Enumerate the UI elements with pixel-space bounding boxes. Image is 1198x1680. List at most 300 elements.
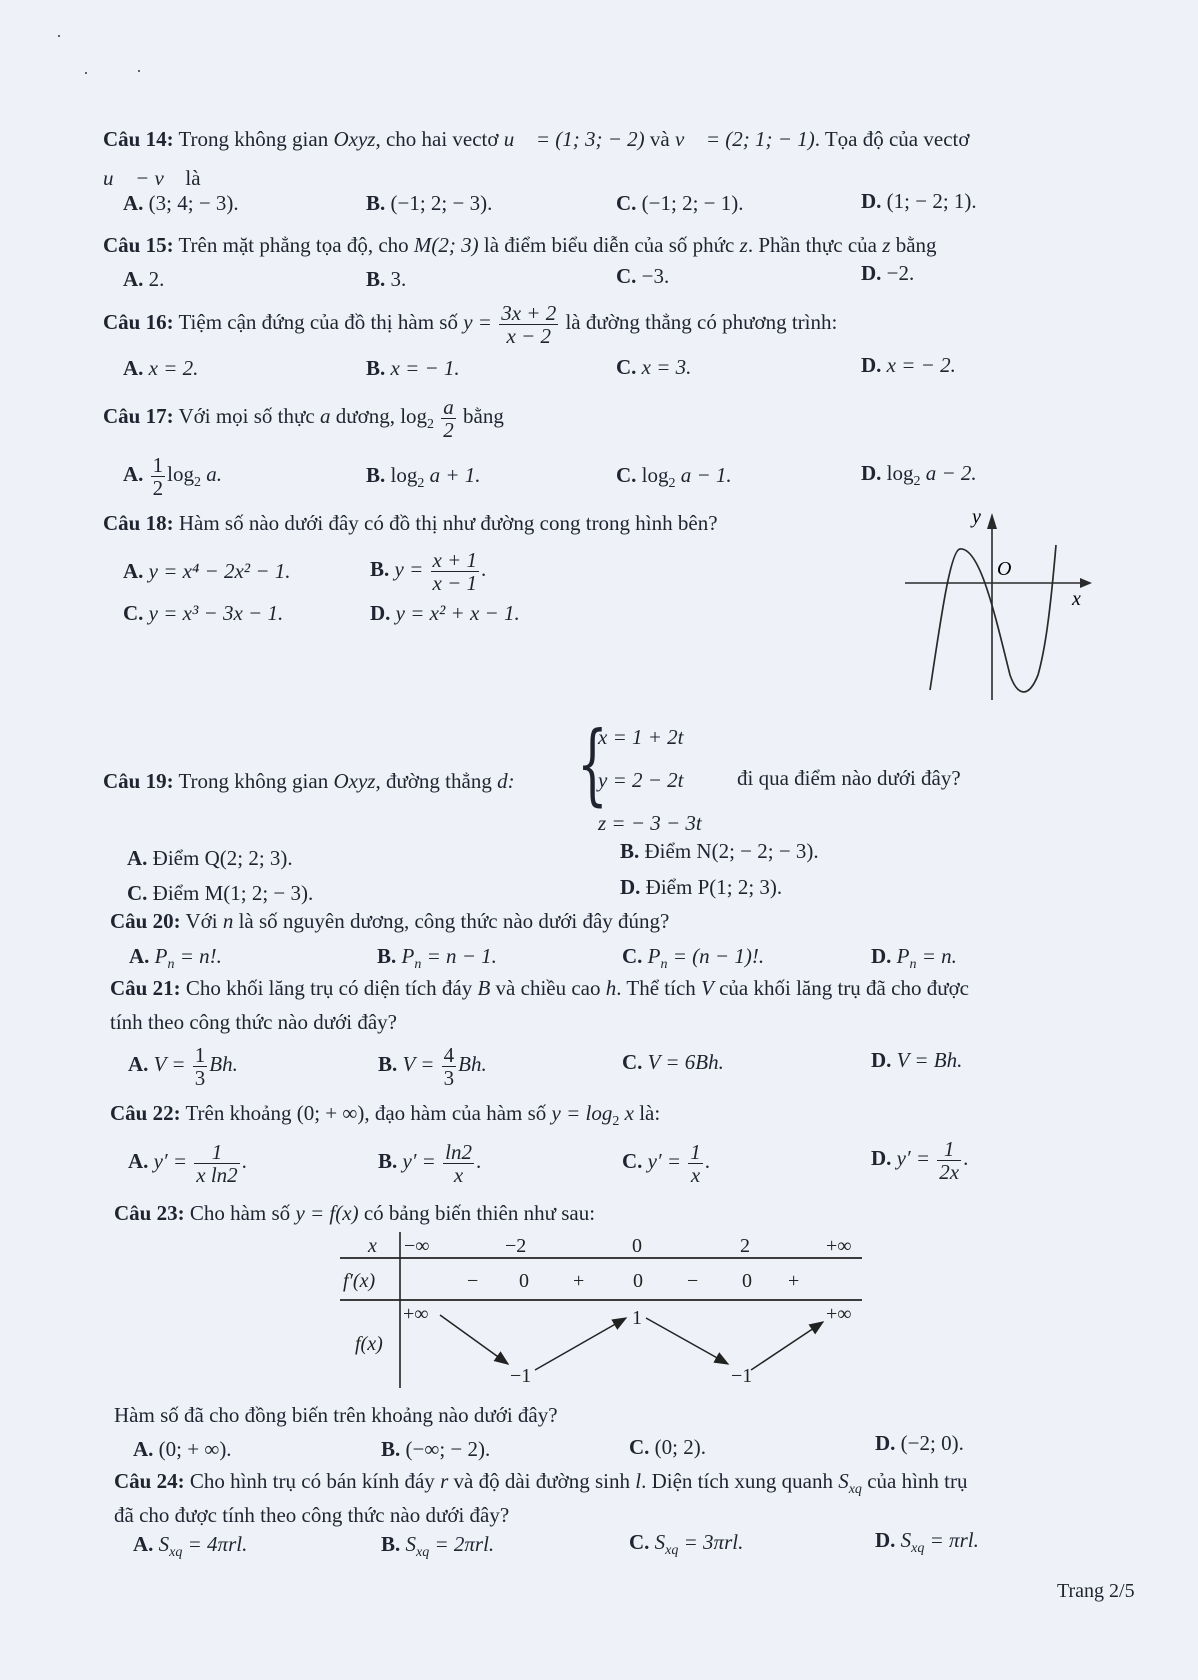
option-b[interactable] (381, 1531, 494, 1566)
option-label: C. (616, 355, 637, 379)
numerator: 4 (443, 1042, 455, 1067)
subscript: xq (169, 1545, 183, 1561)
option-value: Điểm N(2; − 2; − 3). (644, 839, 819, 863)
math: = n − 1. (421, 944, 497, 968)
denominator: 3 (443, 1065, 455, 1090)
math: y′ = (647, 1149, 682, 1173)
option-label: D. (871, 944, 892, 968)
math: log (641, 463, 669, 487)
numerator: 1 (937, 1138, 961, 1161)
option-label: A. (123, 559, 144, 583)
option-label: D. (871, 1048, 892, 1072)
variation-table (340, 1232, 870, 1392)
option-value: −3. (641, 264, 670, 288)
math: . (963, 1146, 969, 1170)
option-label: A. (128, 1149, 149, 1173)
f-value: +∞ (826, 1303, 852, 1325)
fprime-sign: − (467, 1270, 479, 1292)
question-16-stem (103, 296, 837, 348)
denominator: x (690, 1162, 701, 1187)
math: P (647, 944, 661, 968)
option-label: A. (133, 1532, 154, 1556)
math: . (241, 1149, 247, 1173)
system-equation: z = − 3 − 3t (598, 811, 702, 835)
f-value: +∞ (403, 1303, 429, 1325)
f-row-label: f(x) (355, 1333, 383, 1355)
math: v⃗ = (2; 1; − 1) (674, 127, 815, 151)
math: n (222, 909, 234, 933)
subscript: 2 (612, 1114, 620, 1130)
option-label: B. (370, 557, 390, 581)
text: Tiệm cận đứng của đồ thị hàm số (173, 310, 464, 334)
fprime-sign: + (573, 1270, 585, 1292)
math: d: (497, 769, 515, 793)
text: , đạo hàm của hàm số (364, 1101, 552, 1125)
numerator: ln2 (445, 1139, 472, 1164)
option-c[interactable] (629, 1434, 706, 1460)
math: u⃗ = (1; 3; − 2) (503, 127, 645, 151)
math: log (400, 404, 428, 428)
math: a (319, 404, 331, 428)
option-a[interactable] (133, 1436, 232, 1462)
option-d[interactable] (871, 1047, 962, 1073)
fraction (442, 1044, 457, 1089)
math: Oxyz (333, 769, 376, 793)
fprime-value: 0 (633, 1270, 643, 1292)
option-a[interactable] (123, 266, 164, 292)
y-axis-arrow-icon (987, 513, 997, 529)
question-23-prompt: Hàm số đã cho đồng biến trên khoảng nào dưới đây? (114, 1403, 558, 1427)
text: , cho hai vectơ (375, 127, 504, 151)
subscript: 2 (427, 417, 435, 433)
option-label: C. (622, 1050, 643, 1074)
subscript: xq (416, 1545, 430, 1561)
question-22-stem (110, 1100, 660, 1135)
option-b[interactable] (378, 1038, 487, 1090)
subscript: xq (848, 1482, 862, 1498)
option-label: B. (378, 1052, 398, 1076)
math: . (704, 1149, 711, 1173)
subscript: n (414, 957, 422, 973)
math: V = (153, 1052, 186, 1076)
subscript: n (167, 957, 175, 973)
option-label: B. (366, 267, 386, 291)
subscript: 2 (194, 475, 202, 491)
fraction (499, 302, 558, 347)
math: y = log (551, 1101, 613, 1125)
fraction (151, 454, 166, 499)
denominator: 2x (939, 1159, 960, 1184)
fraction (441, 396, 456, 441)
denominator: 2 (443, 417, 454, 442)
option-value: (−1; 2; − 1). (641, 191, 744, 215)
option-label: D. (871, 1146, 892, 1170)
text: Trong không gian (173, 769, 334, 793)
option-value: V = Bh. (896, 1048, 963, 1072)
math: . (475, 1149, 482, 1173)
numerator: 1 (690, 1139, 701, 1164)
decreasing-arrow-icon (646, 1318, 728, 1364)
option-value: (−1; 2; − 3). (390, 191, 493, 215)
option-value: Điểm P(1; 2; 3). (645, 875, 783, 899)
text: là: (633, 1101, 661, 1125)
option-a[interactable] (123, 448, 222, 509)
math: y′ = (153, 1149, 188, 1173)
text: Trong không gian (173, 127, 334, 151)
subscript: n (660, 957, 668, 973)
numerator: x + 1 (432, 547, 478, 572)
option-label: A. (123, 267, 144, 291)
option-b[interactable] (366, 462, 481, 497)
option-value: Điểm M(1; 2; − 3). (152, 881, 314, 905)
text: Cho hàm số (184, 1201, 296, 1225)
scan-speck (85, 72, 87, 74)
numerator: 1 (194, 1141, 239, 1164)
subscript: 2 (668, 476, 676, 492)
option-a[interactable] (128, 1135, 247, 1187)
option-d[interactable] (871, 943, 957, 978)
question-23-stem (114, 1200, 595, 1226)
option-value: Điểm Q(2; 2; 3). (152, 846, 293, 870)
fprime-value: 0 (519, 1270, 529, 1292)
fprime-row-label: f′(x) (343, 1270, 376, 1292)
option-a[interactable] (133, 1531, 247, 1566)
option-d[interactable] (861, 352, 956, 378)
option-value: y = x⁴ − 2x² − 1. (148, 559, 291, 583)
math: M(2; 3) (413, 233, 479, 257)
option-label: A. (128, 1052, 149, 1076)
math: y = (463, 310, 492, 334)
math: a − 1. (675, 463, 732, 487)
text: bằng (890, 233, 937, 257)
text: Trên khoảng (180, 1101, 297, 1125)
x-value: +∞ (826, 1235, 852, 1257)
option-value: (0; + ∞). (158, 1437, 232, 1461)
option-label: B. (620, 839, 640, 863)
option-label: A. (129, 944, 150, 968)
math: B (477, 976, 491, 1000)
decreasing-arrow-icon (440, 1315, 508, 1364)
option-a[interactable] (123, 355, 198, 381)
math: (0; + ∞) (296, 1101, 365, 1125)
question-number: Câu 17: (103, 404, 174, 428)
x-value: 0 (632, 1235, 642, 1257)
subscript: 2 (913, 474, 921, 490)
option-b[interactable] (366, 355, 460, 381)
option-value: (−2; 0). (900, 1431, 964, 1455)
option-label: D. (861, 261, 882, 285)
fprime-value: 0 (742, 1270, 752, 1292)
option-value: (−∞; − 2). (405, 1437, 491, 1461)
math: log (886, 461, 914, 485)
text: Với (180, 909, 223, 933)
math: S (838, 1469, 849, 1493)
math: a + 1. (424, 463, 481, 487)
math: = 2πrl. (429, 1532, 495, 1556)
math: log (167, 462, 195, 486)
option-c[interactable] (616, 462, 732, 497)
option-value: x = 3. (641, 355, 692, 379)
math: y′ = (896, 1146, 931, 1170)
option-value: 3. (390, 267, 407, 291)
text: và (644, 127, 675, 151)
option-c[interactable] (622, 1135, 710, 1187)
fprime-sign: − (687, 1270, 699, 1292)
option-d[interactable] (875, 1430, 964, 1456)
option-b[interactable] (377, 943, 497, 978)
option-label: C. (123, 601, 144, 625)
text: , đường thẳng (375, 769, 498, 793)
math: S (405, 1532, 417, 1556)
math: = n!. (174, 944, 222, 968)
math: log (390, 463, 418, 487)
text: và độ dài đường sinh (448, 1469, 636, 1493)
math: l (635, 1469, 642, 1493)
text: của hình trụ (861, 1469, 968, 1493)
option-label: A. (123, 356, 144, 380)
option-label: D. (370, 601, 391, 625)
option-d[interactable] (871, 1132, 968, 1184)
question-21-stem (110, 975, 969, 1001)
question-number: Câu 22: (110, 1101, 181, 1125)
math: = (n − 1)!. (667, 944, 765, 968)
option-label: C. (616, 463, 637, 487)
question-20-stem (110, 908, 669, 934)
x-label: x (1072, 588, 1081, 610)
text: là số nguyên dương, công thức nào dưới đây đúng? (233, 909, 670, 933)
option-value: x = 2. (148, 356, 199, 380)
math: . (481, 557, 487, 581)
option-c[interactable] (616, 190, 744, 216)
text: Cho khối lăng trụ có diện tích đáy (180, 976, 478, 1000)
question-number: Câu 20: (110, 909, 181, 933)
option-c[interactable] (622, 1049, 724, 1075)
option-c[interactable] (123, 600, 283, 626)
option-c[interactable] (629, 1529, 743, 1564)
text: Với mọi số thực (173, 404, 320, 428)
page-number: Trang 2/5 (1057, 1580, 1135, 1602)
denominator: 2 (152, 475, 164, 500)
option-value: −2. (886, 261, 915, 285)
option-b[interactable] (378, 1135, 481, 1187)
f-value: −1 (510, 1365, 532, 1387)
option-label: C. (622, 1149, 643, 1173)
math: r (440, 1469, 449, 1493)
denominator: x − 1 (432, 570, 478, 595)
text: Trên mặt phẳng tọa độ, cho (173, 233, 414, 257)
x-axis-arrow-icon (1080, 578, 1092, 588)
option-c[interactable] (622, 943, 764, 978)
option-b[interactable] (381, 1436, 490, 1462)
question-number: Câu 18: (103, 511, 174, 535)
option-label: A. (133, 1437, 154, 1461)
math: Oxyz (333, 127, 376, 151)
option-value: y = x² + x − 1. (395, 601, 520, 625)
option-a[interactable] (123, 558, 291, 584)
numerator: a (443, 394, 454, 419)
math: y′ = (402, 1149, 436, 1173)
question-19-stem-tail: đi qua điểm nào dưới đây? (737, 766, 961, 790)
brace-icon: { (577, 712, 608, 815)
option-label: D. (875, 1431, 896, 1455)
option-label: D. (861, 353, 882, 377)
option-label: B. (366, 463, 386, 487)
option-b[interactable] (366, 266, 406, 292)
subscript: xq (665, 1543, 679, 1559)
option-b[interactable] (620, 838, 819, 864)
fraction (194, 1141, 239, 1186)
fraction (688, 1141, 703, 1186)
question-18-stem (103, 510, 718, 536)
question-number: Câu 16: (103, 310, 174, 334)
option-value: x = − 2. (886, 353, 956, 377)
math: z (882, 233, 891, 257)
system-equation: y = 2 − 2t (598, 768, 684, 792)
x-value: −2 (505, 1235, 527, 1257)
question-14-stem (103, 126, 969, 152)
option-label: B. (366, 191, 386, 215)
increasing-arrow-icon (535, 1318, 626, 1370)
denominator: 3 (194, 1065, 206, 1090)
option-value: V = 6Bh. (647, 1050, 724, 1074)
option-a[interactable] (128, 1038, 238, 1090)
scan-speck (138, 70, 140, 72)
denominator: x (453, 1162, 464, 1187)
option-c[interactable] (616, 354, 691, 380)
math: P (896, 944, 910, 968)
denominator: x ln2 (196, 1162, 238, 1187)
numerator: 3x + 2 (501, 300, 557, 325)
text: là đường thẳng có phương trình: (560, 310, 838, 334)
origin-label: O (997, 558, 1012, 580)
math: Bh. (209, 1052, 238, 1076)
option-label: C. (629, 1435, 650, 1459)
math: a − 2. (920, 461, 977, 485)
option-label: B. (381, 1532, 401, 1556)
option-label: D. (861, 189, 882, 213)
question-17-stem (103, 390, 504, 451)
question-19-stem (103, 768, 515, 794)
math: y = (394, 557, 424, 581)
math: = 4πrl. (182, 1532, 248, 1556)
option-d[interactable] (861, 260, 914, 286)
numerator: 1 (152, 452, 164, 477)
text: và chiều cao (490, 976, 606, 1000)
scan-speck (58, 35, 60, 37)
question-number: Câu 23: (114, 1201, 185, 1225)
option-label: B. (366, 356, 386, 380)
cubic-graph (900, 505, 1100, 705)
math: V (701, 976, 714, 1000)
math: S (158, 1532, 170, 1556)
text: . Thể tích (616, 976, 702, 1000)
option-label: B. (377, 944, 397, 968)
math: h (605, 976, 617, 1000)
option-value: x = − 1. (390, 356, 460, 380)
x-row-label: x (368, 1235, 377, 1257)
option-a[interactable] (123, 190, 239, 216)
question-number: Câu 14: (103, 127, 174, 151)
text: là điểm biểu diễn của số phức (478, 233, 740, 257)
option-b[interactable] (370, 543, 486, 595)
fprime-sign: + (788, 1270, 800, 1292)
text: . Phần thực của (747, 233, 883, 257)
option-a[interactable] (127, 845, 293, 871)
option-label: C. (616, 191, 637, 215)
option-value: (3; 4; − 3). (148, 191, 239, 215)
option-d[interactable] (861, 460, 977, 495)
question-number: Câu 24: (114, 1469, 185, 1493)
y-label: y (972, 506, 981, 528)
math: = 3πrl. (678, 1530, 744, 1554)
option-d[interactable] (875, 1527, 979, 1562)
text: Cho hình trụ có bán kính đáy (184, 1469, 441, 1493)
fraction (443, 1141, 474, 1186)
option-label: A. (123, 462, 144, 486)
option-d[interactable] (620, 874, 782, 900)
math: S (654, 1530, 666, 1554)
option-b[interactable] (366, 190, 492, 216)
question-24-stem-line2: đã cho được tính theo công thức nào dưới đây? (114, 1503, 510, 1527)
increasing-arrow-icon (751, 1322, 823, 1370)
question-number: Câu 21: (110, 976, 181, 1000)
question-number: Câu 19: (103, 769, 174, 793)
math: V = (402, 1052, 435, 1076)
text: là (180, 166, 201, 190)
system-equation: x = 1 + 2t (598, 725, 684, 749)
subscript: xq (911, 1541, 925, 1557)
option-label: A. (123, 191, 144, 215)
question-24-stem (114, 1468, 968, 1503)
question-21-stem-line2: tính theo công thức nào dưới đây? (110, 1010, 397, 1034)
math: x (619, 1101, 634, 1125)
math: P (401, 944, 415, 968)
option-d[interactable] (861, 188, 977, 214)
fraction (431, 549, 480, 594)
option-label: D. (875, 1528, 896, 1552)
math: P (154, 944, 168, 968)
option-label: D. (620, 875, 641, 899)
option-c[interactable] (127, 880, 313, 906)
math: = n. (916, 944, 957, 968)
subscript: 2 (417, 476, 425, 492)
math: = πrl. (924, 1528, 979, 1552)
option-label: D. (861, 461, 882, 485)
numerator: 1 (194, 1042, 206, 1067)
math: u⃗ − v⃗ (103, 166, 181, 190)
option-label: B. (381, 1437, 401, 1461)
option-c[interactable] (616, 263, 669, 289)
question-15-stem (103, 232, 937, 258)
text: . Tọa độ của vectơ (814, 127, 970, 151)
option-a[interactable] (129, 943, 222, 978)
f-value: 1 (632, 1307, 642, 1329)
option-value: 2. (148, 267, 165, 291)
text: có bảng biến thiên như sau: (358, 1201, 596, 1225)
option-label: A. (127, 846, 148, 870)
fraction (937, 1138, 961, 1183)
text: Hàm số nào dưới đây có đồ thị như đường cong trong hình bên? (173, 511, 718, 535)
fraction (193, 1044, 208, 1089)
option-label: C. (616, 264, 637, 288)
math: y = f(x) (295, 1201, 359, 1225)
option-d[interactable] (370, 600, 520, 626)
text: dương, (330, 404, 401, 428)
math: S (900, 1528, 912, 1552)
subscript: n (909, 957, 917, 973)
denominator: x − 2 (506, 323, 551, 348)
curve (930, 545, 1056, 692)
